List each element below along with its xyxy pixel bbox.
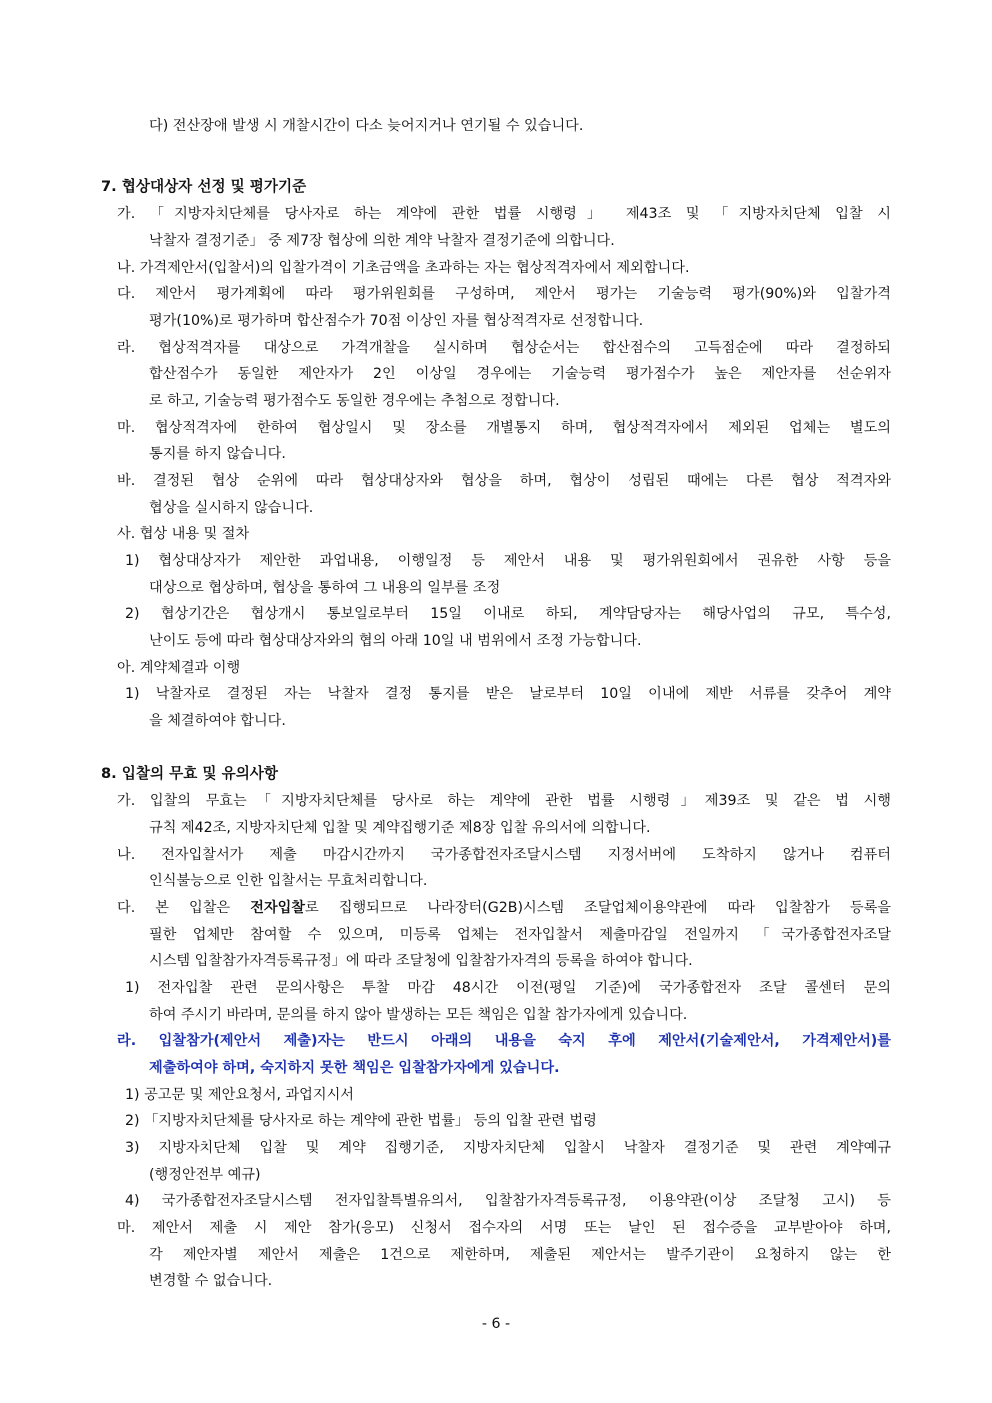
text-line: 합산점수가 동일한 제안자가 2인 이상일 경우에는 기술능력 평가점수가 높은 제안자를 선순위자 [149,366,891,382]
text-line: 을 체결하여야 합니다. [149,713,286,729]
text-line: 나. 가격제안서(입찰서)의 입찰가격이 기초금액을 초과하는 자는 협상적격자에서 제외합니다. [117,260,690,276]
text-line: 사. 협상 내용 및 절차 [117,526,250,542]
emphasis-term: 전자입찰 [250,900,306,916]
text-line: 각 제안자별 제안서 제출은 1건으로 제한하며, 제출된 제안서는 발주기관이 요청하지 않는 한 [149,1247,891,1263]
text-line: 나. 전자입찰서가 제출 마감시간까지 국가종합전자조달시스템 지정서버에 도착하지 않거나 컴퓨터 [117,847,891,863]
section-heading-7: 7. 협상대상자 선정 및 평가기준 [101,178,307,195]
text-line: 1) 전자입찰 관련 문의사항은 투찰 마감 48시간 이전(평일 기준)에 국가종합전자 조달 콜센터 문의 [125,980,891,996]
text-line: 다. 본 입찰은 전자입찰로 집행되므로 나라장터(G2B)시스템 조달업체이용약관에 따라 입찰참가 등록을 [117,900,891,916]
text-line: 대상으로 협상하며, 협상을 통하여 그 내용의 일부를 조정 [149,580,501,596]
text-line: 1) 낙찰자로 결정된 자는 낙찰자 결정 통지를 받은 날로부터 10일 이내에 제반 서류를 갖추어 계약 [125,686,891,702]
text-line: 2) 「지방자치단체를 당사자로 하는 계약에 관한 법률」 등의 입찰 관련 법령 [125,1113,597,1129]
text-line: 시스템 입찰참가자격등록규정」에 따라 조달청에 입찰참가자격의 등록을 하여야 합니다. [149,953,693,969]
text-line: 하여 주시기 바라며, 문의를 하지 않아 발생하는 모든 책임은 입찰 참가자에게 있습니다. [149,1007,688,1023]
text-line: 규칙 제42조, 지방자치단체 입찰 및 계약집행기준 제8장 입찰 유의서에 의합니다. [149,820,651,836]
text-line: 1) 협상대상자가 제안한 과업내용, 이행일정 등 제안서 내용 및 평가위원회에서 권유한 사항 등을 [125,553,891,569]
text-line: 낙찰자 결정기준」 중 제7장 협상에 의한 계약 낙찰자 결정기준에 의합니다. [149,233,615,249]
notice-line-emphasis: 라. 입찰참가(제안서 제출)자는 반드시 아래의 내용을 숙지 후에 제안서(기술제안서, 가격제안서)를 [117,1033,891,1049]
text-line: 라. 협상적격자를 대상으로 가격개찰을 실시하며 협상순서는 합산점수의 고득점순에 따라 결정하되 [117,340,891,356]
text-line: 필한 업체만 참여할 수 있으며, 미등록 업체는 전자입찰서 제출마감일 전일까지 「국가종합전자조달 [149,927,891,943]
text-line: 다. 제안서 평가계획에 따라 평가위원회를 구성하며, 제안서 평가는 기술능력 평가(90%)와 입찰가격 [117,286,891,302]
section-heading-8: 8. 입찰의 무효 및 유의사항 [101,765,278,782]
text-line: 변경할 수 없습니다. [149,1273,273,1289]
text-line: 3) 지방자치단체 입찰 및 계약 집행기준, 지방자치단체 입찰시 낙찰자 결정기준 및 관련 계약예규 [125,1140,891,1156]
text-line: 평가(10%)로 평가하며 합산점수가 70점 이상인 자를 협상적격자로 선정합니다. [149,313,644,329]
text-line: 2) 협상기간은 협상개시 통보일로부터 15일 이내로 하되, 계약담당자는 해당사업의 규모, 특수성, [125,606,891,622]
text-line: 인식불능으로 인한 입찰서는 무효처리합니다. [149,873,428,889]
text-line: 아. 계약체결과 이행 [117,660,241,676]
text-line: 다) 전산장애 발생 시 개찰시간이 다소 늦어지거나 연기될 수 있습니다. [149,118,584,134]
text-line: 1) 공고문 및 제안요청서, 과업지시서 [125,1087,354,1103]
text-line: 난이도 등에 따라 협상대상자와의 협의 아래 10일 내 범위에서 조정 가능합니다. [149,633,642,649]
text-line: 바. 결정된 협상 순위에 따라 협상대상자와 협상을 하며, 협상이 성립된 때에는 다른 협상 적격자와 [117,473,891,489]
text-line: 로 하고, 기술능력 평가점수도 동일한 경우에는 추첨으로 정합니다. [149,393,560,409]
text-line: 가. 입찰의 무효는「지방자치단체를 당사로 하는 계약에 관한 법률 시행령」제39조 및 같은 법 시행 [117,793,891,809]
text-line: 협상을 실시하지 않습니다. [149,500,314,516]
text-line: (행정안전부 예규) [149,1167,261,1183]
text-line: 가. 「지방자치단체를 당사자로 하는 계약에 관한 법률 시행령」 제43조 및 「지방자치단체 입찰 시 [117,206,891,222]
text-line: 마. 협상적격자에 한하여 협상일시 및 장소를 개별통지 하며, 협상적격자에서 제외된 업체는 별도의 [117,420,891,436]
text-line: 4) 국가종합전자조달시스템 전자입찰특별유의서, 입찰참가자격등록규정, 이용약관(이상 조달청 고시) 등 [125,1193,891,1209]
text-line: 통지를 하지 않습니다. [149,446,286,462]
text-line: 마. 제안서 제출 시 제안 참가(응모) 신청서 접수자의 서명 또는 날인 된 접수증을 교부받아야 하며, [117,1220,891,1236]
notice-line-emphasis: 제출하여야 하며, 숙지하지 못한 책임은 입찰참가자에게 있습니다. [149,1060,560,1076]
page-number: - 6 - [481,1316,511,1332]
